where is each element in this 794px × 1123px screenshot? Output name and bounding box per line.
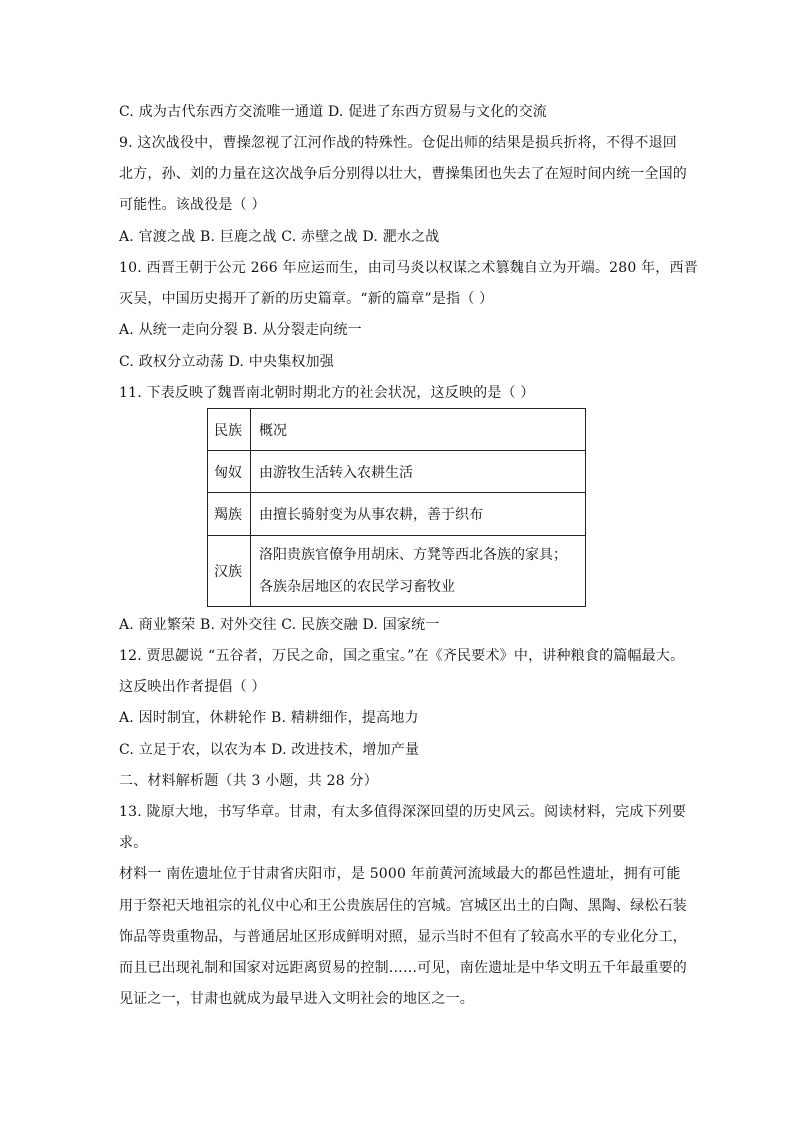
material1-line3: 饰品等贵重物品，与普通居址区形成鲜明对照，显示当时不但有了较高水平的专业化分工， [119, 929, 687, 945]
cell-overview: 由游牧生活转入农耕生活 [251, 451, 586, 493]
header-overview: 概况 [251, 409, 586, 451]
table-row [208, 493, 586, 536]
q12-stem-line2: 这反映出作者提倡（ ） [119, 679, 266, 695]
q9-stem-line1: 9. 这次战役中，曹操忽视了江河作战的特殊性。仓促出师的结果是损兵折将，不得不退回 [119, 135, 678, 151]
cell-overview-line: 各族杂居地区的农民学习畜牧业 [259, 579, 455, 595]
cell-overview: 由擅长骑射变为从事农耕，善于织布 [251, 493, 586, 536]
header-nation: 民族 [208, 409, 251, 451]
q10-options-ab: A. 从统一走向分裂 B. 从分裂走向统一 [119, 322, 362, 338]
q10-options-cd: C. 政权分立动荡 D. 中央集权加强 [119, 354, 334, 370]
cell-nation: 匈奴 [208, 451, 251, 493]
cell-nation: 汉族 [208, 536, 251, 607]
cell-nation: 羯族 [208, 493, 251, 536]
material1-line4: 而且已出现礼制和国家对远距离贸易的控制……可见，南佐遗址是中华文明五千年最重要的 [119, 960, 687, 976]
q12-stem-line1: 12. 贾思勰说 “五谷者，万民之命，国之重宝。”在《齐民要术》中，讲种粮食的篇幅最大。 [119, 648, 685, 664]
q9-stem-line2: 北方，孙、刘的力量在这次战争后分别得以壮大，曹操集团也失去了在短时间内统一全国的 [119, 166, 687, 182]
q10-stem-line2: 灭吴，中国历史揭开了新的历史篇章。“新的篇章”是指（ ） [119, 291, 494, 307]
q13-stem-line1: 13. 陇原大地，书写华章。甘肃，有太多值得深深回望的历史风云。阅读材料，完成下列要 [119, 804, 687, 820]
ethnic-situation-table [207, 408, 586, 607]
q9-stem-line3: 可能性。该战役是（ ） [119, 197, 266, 213]
q9-options: A. 官渡之战 B. 巨鹿之战 C. 赤壁之战 D. 淝水之战 [119, 229, 440, 245]
q13-stem-line2: 求。 [119, 835, 148, 851]
material1-line5: 见证之一，甘肃也就成为最早进入文明社会的地区之一。 [119, 991, 474, 1007]
q10-stem-line1: 10. 西晋王朝于公元 266 年应运而生，由司马炎以权谋之术篡魏自立为开端。280 年，西晋 [119, 260, 698, 276]
cell-overview [251, 536, 586, 607]
table-header-row [208, 409, 586, 451]
q12-options-cd: C. 立足于农，以农为本 D. 改进技术，增加产量 [119, 742, 420, 758]
material1-line1: 材料一 南佐遗址位于甘肃省庆阳市，是 5000 年前黄河流域最大的都邑性遗址，拥有可能 [119, 866, 681, 882]
table-row [208, 451, 586, 493]
table-row [208, 536, 586, 607]
q11-options: A. 商业繁荣 B. 对外交往 C. 民族交融 D. 国家统一 [119, 617, 440, 633]
q11-stem: 11. 下表反映了魏晋南北朝时期北方的社会状况，这反映的是（ ） [119, 385, 535, 401]
cell-overview-line: 洛阳贵族官僚争用胡床、方凳等西北各族的家具； [259, 547, 567, 563]
material1-line2: 用于祭祀天地祖宗的礼仪中心和王公贵族居住的宫城。宫城区出土的白陶、黑陶、绿松石装 [119, 898, 687, 914]
section-heading: 二、材料解析题（共 3 小题，共 28 分） [119, 773, 378, 789]
q8-option-cd: C. 成为古代东西方交流唯一通道 D. 促进了东西方贸易与文化的交流 [119, 104, 547, 120]
q12-options-ab: A. 因时制宜，休耕轮作 B. 精耕细作，提高地力 [119, 710, 419, 726]
